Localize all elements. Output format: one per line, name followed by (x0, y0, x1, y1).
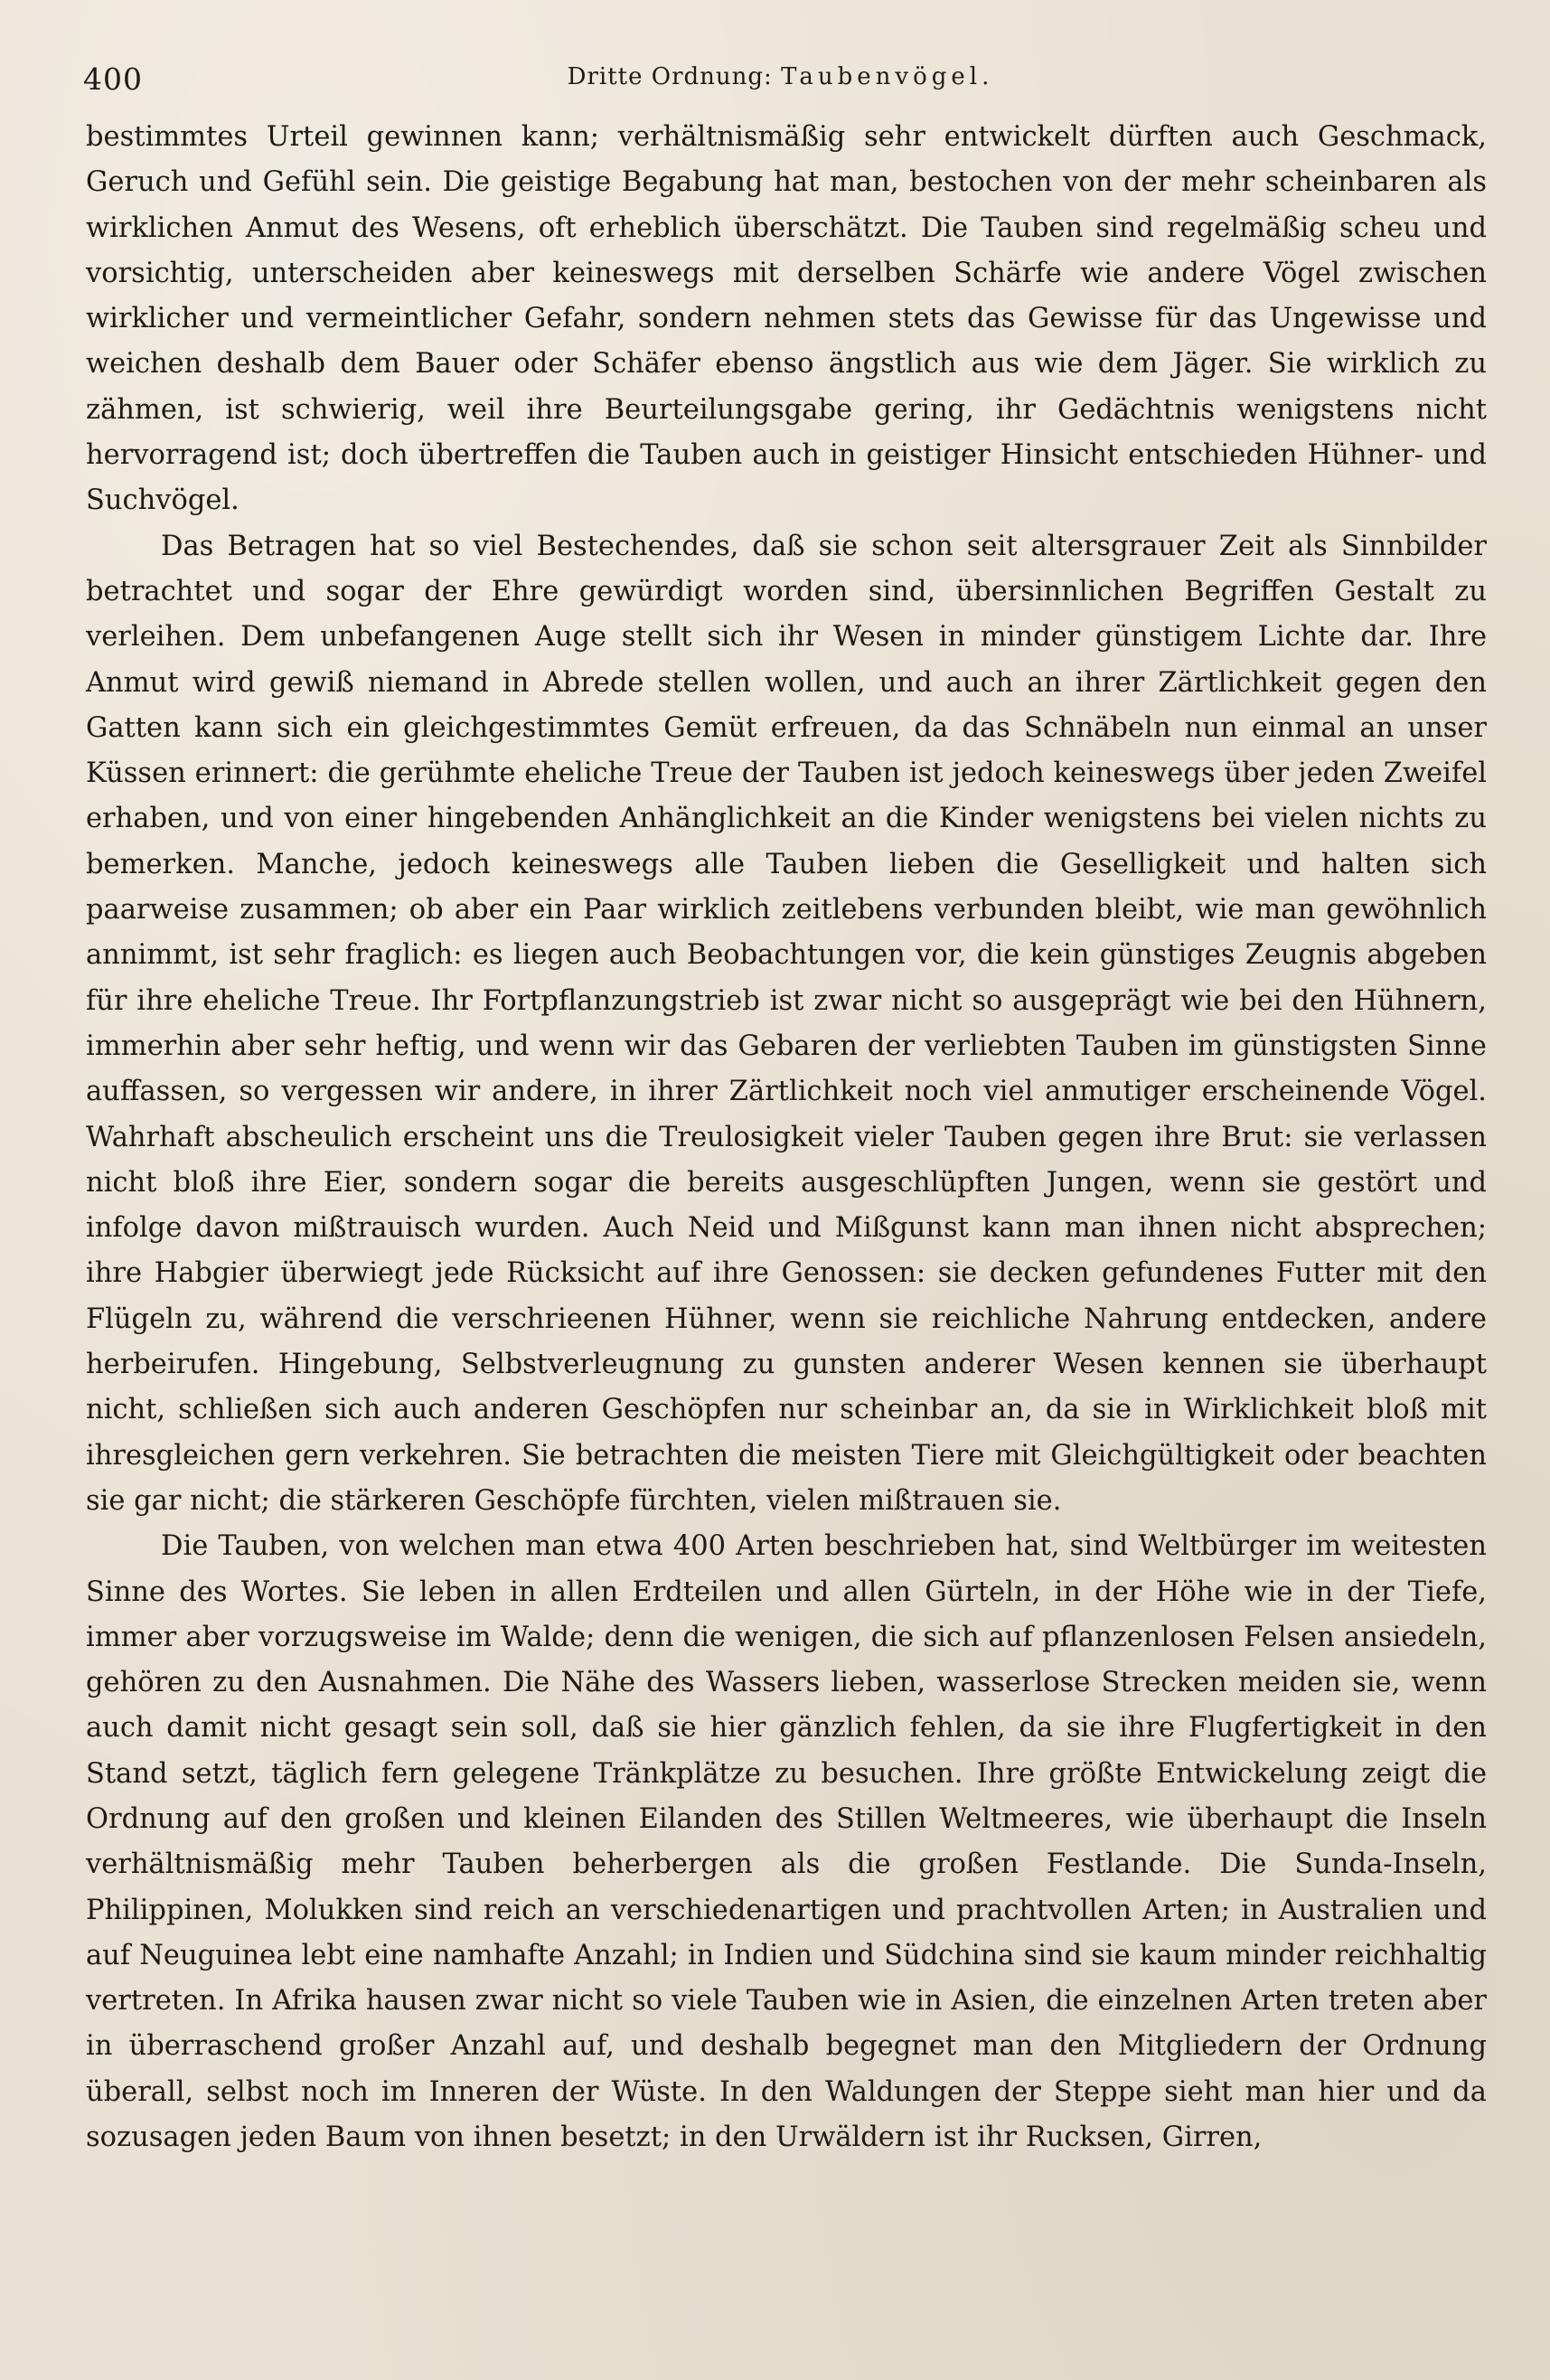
paragraph-continued: bestimmtes Urteil gewinnen kann; verhältnismäßig sehr entwickelt dürften auch Geschmack, Geruch und Gefühl sein. Die geistige Begabung hat man, bestochen von der mehr scheinbaren als wirklichen Anmut des Wesens, oft erheblich überschätzt. Die Tauben sind regelmäßig scheu und vorsichtig, unterscheiden aber keineswegs mit derselben Schärfe wie andere Vögel zwischen wirklicher und vermeintlicher Gefahr, sondern nehmen stets das Gewisse für das Ungewisse und weichen deshalb dem Bauer oder Schäfer ebenso ängstlich aus wie dem Jäger. Sie wirklich zu zähmen, ist schwierig, weil ihre Beurteilungsgabe gering, ihr Gedächtnis wenigstens nicht hervorragend ist; doch übertreffen die Tauben auch in geistiger Hinsicht entschieden Hühner- und Suchvögel. (86, 121, 1487, 517)
page-number: 400 (83, 61, 143, 97)
page-header (83, 54, 1478, 99)
running-head (83, 63, 1478, 90)
body-text (86, 115, 1487, 2160)
running-head-title: Taubenvögel. (781, 63, 994, 90)
paragraph-distribution: Die Tauben, von welchen man etwa 400 Arten beschrieben hat, sind Weltbürger im weitesten Sinne des Wortes. Sie leben in allen Erdteilen und allen Gürteln, in der Höhe wie in der Tiefe, immer aber vorzugsweise im Walde; denn die wenigen, die sich auf pflanzenlosen Felsen ansiedeln, gehören zu den Ausnahmen. Die Nähe des Wassers lieben, wasserlose Strecken meiden sie, wenn auch damit nicht gesagt sein soll, daß sie hier gänzlich fehlen, da sie ihre Flugfertigkeit in den Stand setzt, täglich fern gelegene Tränkplätze zu besuchen. Ihre größte Entwickelung zeigt die Ordnung auf den großen und kleinen Eilanden des Stillen Weltmeeres, wie überhaupt die Inseln verhältnismäßig mehr Tauben beherbergen als die großen Festlande. Die Sunda-Inseln, Philippinen, Molukken sind reich an verschiedenartigen und prachtvollen Arten; in Australien und auf Neuguinea lebt eine namhafte Anzahl; in Indien und Südchina sind sie kaum minder reichhaltig vertreten. In Afrika hausen zwar nicht so viele Tauben wie in Asien, die einzelnen Arten treten aber in überraschend großer Anzahl auf, und deshalb begegnet man den Mitgliedern der Ordnung überall, selbst noch im Inneren der Wüste. In den Waldungen der Steppe sieht man hier und da sozusagen jeden Baum von ihnen besetzt; in den Urwäldern ist ihr Rucksen, Girren, (86, 1530, 1487, 2154)
paragraph-behavior: Das Betragen hat so viel Bestechendes, daß sie schon seit altersgrauer Zeit als Sinnbilder betrachtet und sogar der Ehre gewürdigt worden sind, übersinnlichen Begriffen Gestalt zu verleihen. Dem unbefangenen Auge stellt sich ihr Wesen in minder günstigem Lichte dar. Ihre Anmut wird gewiß niemand in Abrede stellen wollen, und auch an ihrer Zärtlichkeit gegen den Gatten kann sich ein gleichgestimmtes Gemüt erfreuen, da das Schnäbeln nun einmal an unser Küssen erinnert: die gerühmte eheliche Treue der Tauben ist jedoch keineswegs über jeden Zweifel erhaben, und von einer hingebenden Anhänglichkeit an die Kinder wenigstens bei vielen nichts zu bemerken. Manche, jedoch keineswegs alle Tauben lieben die Geselligkeit und halten sich paarweise zusammen; ob aber ein Paar wirklich zeitlebens verbunden bleibt, wie man gewöhnlich annimmt, ist sehr fraglich: es liegen auch Beobachtungen vor, die kein günstiges Zeugnis abgeben für ihre eheliche Treue. Ihr Fortpflanzungstrieb ist zwar nicht so ausgeprägt wie bei den Hühnern, immerhin aber sehr heftig, und wenn wir das Gebaren der verliebten Tauben im günstigsten Sinne auffassen, so vergessen wir andere, in ihrer Zärtlichkeit noch viel anmutiger erscheinende Vögel. Wahrhaft abscheulich erscheint uns die Treulosigkeit vieler Tauben gegen ihre Brut: sie verlassen nicht bloß ihre Eier, sondern sogar die bereits ausgeschlüpften Jungen, wenn sie gestört und infolge davon mißtrauisch wurden. Auch Neid und Mißgunst kann man ihnen nicht absprechen; ihre Habgier überwiegt jede Rücksicht auf ihre Genossen: sie decken gefundenes Futter mit den Flügeln zu, während die verschrieenen Hühner, wenn sie reichliche Nahrung entdecken, andere herbeirufen. Hingebung, Selbstverleugnung zu gunsten anderer Wesen kennen sie überhaupt nicht, schließen sich auch anderen Geschöpfen nur scheinbar an, da sie in Wirklichkeit bloß mit ihresgleichen gern verkehren. Sie betrachten die meisten Tiere mit Gleichgültigkeit oder beachten sie gar nicht; die stärkeren Geschöpfe fürchten, vielen mißtrauen sie. (86, 530, 1487, 1517)
running-head-prefix: Dritte Ordnung: (567, 63, 773, 90)
